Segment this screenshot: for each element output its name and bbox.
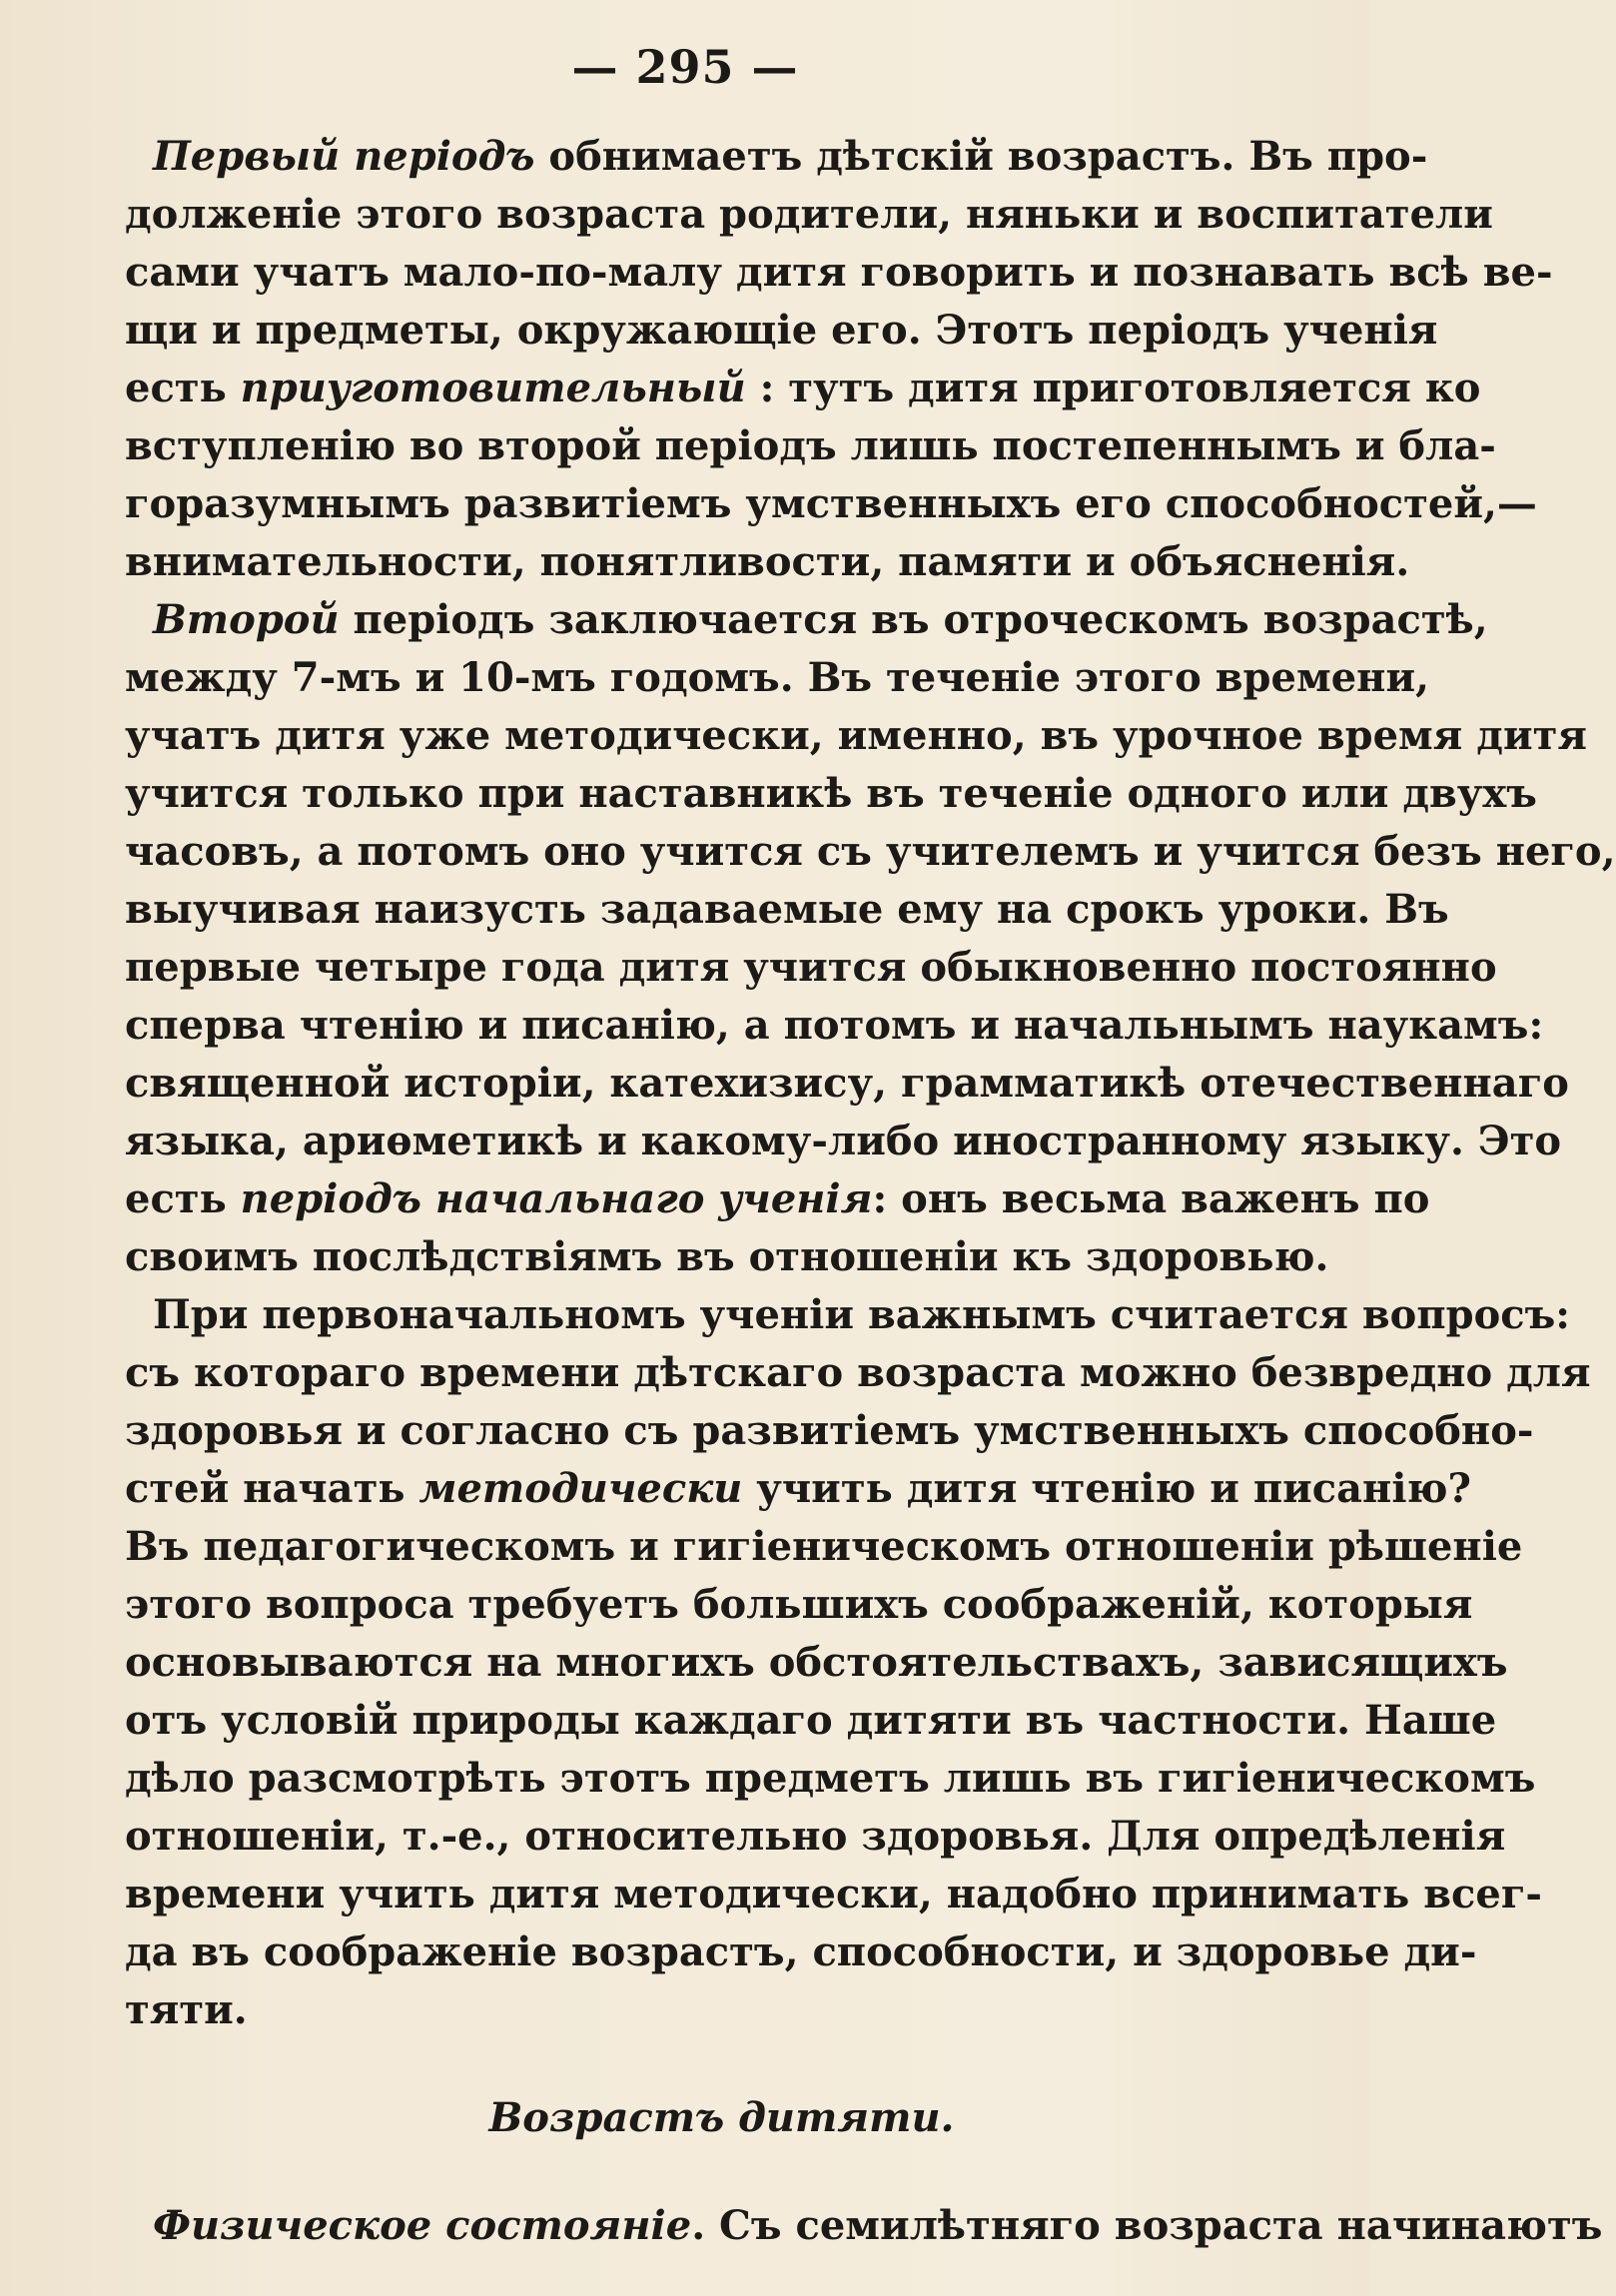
text-run: этого вопроса требуетъ большихъ соображеній, которыя <box>125 1581 1473 1628</box>
text-run: долженіе этого возраста родители, няньки и воспитатели <box>125 191 1493 238</box>
text-run: сперва чтенію и писанію, а потомъ и начальнымъ наукамъ: <box>125 1002 1544 1049</box>
text-run: вступленію во второй періодъ лишь постепеннымъ и бла- <box>125 422 1496 469</box>
text-line <box>125 1055 1569 1113</box>
text-run: обнимаетъ дѣтскій возрастъ. Въ про- <box>534 133 1428 180</box>
italic-phrase: Физическое состояніе <box>153 2202 692 2249</box>
text-line <box>125 1286 1571 1344</box>
text-run: первые четыре года дитя учится обыкновенно постоянно <box>125 944 1497 991</box>
body-text <box>125 128 1616 2255</box>
text-line <box>125 2197 1603 2255</box>
text-run: учится только при наставникѣ въ теченіе одного или двухъ <box>125 770 1537 817</box>
text-run: тяти. <box>125 1986 248 2033</box>
text-run: При первоначальномъ ученіи важнымъ считается вопросъ: <box>153 1291 1571 1338</box>
text-run: между 7-мъ и 10-мъ годомъ. Въ теченіе этого времени, <box>125 654 1430 701</box>
text-run: Въ педагогическомъ и гигіеническомъ отношеніи рѣшеніе <box>125 1523 1523 1570</box>
text-line <box>125 1923 1477 1981</box>
text-run: щи и предметы, окружающіе его. Этотъ періодъ ученія <box>125 307 1438 354</box>
text-line <box>125 1518 1523 1576</box>
text-line <box>125 1808 1506 1866</box>
page-number: — 295 — <box>571 40 799 94</box>
text-run: : онъ весьма важенъ по <box>872 1175 1430 1222</box>
text-run: времени учить дитя методически, надобно принимать всег- <box>125 1871 1542 1917</box>
text-run: періодъ заключается въ отроческомъ возрастѣ, <box>339 596 1488 643</box>
text-run: внимательности, понятливости, памяти и объясненія. <box>125 538 1410 585</box>
text-line <box>125 533 1410 591</box>
text-line <box>125 1170 1430 1228</box>
italic-phrase: приуготовительный <box>240 365 746 411</box>
text-run: учить дитя чтенію и писанію? <box>742 1465 1471 1512</box>
text-line <box>125 244 1553 302</box>
italic-phrase: Первый періодъ <box>153 133 535 180</box>
text-line <box>125 997 1544 1055</box>
text-run: съ котораго времени дѣтскаго возраста можно безвредно для <box>125 1349 1591 1396</box>
text-line <box>125 1228 1329 1286</box>
text-line <box>125 1750 1536 1808</box>
text-run: горазумнымъ развитіемъ умственныхъ его способностей,— <box>125 480 1537 527</box>
italic-phrase: Второй <box>153 596 340 643</box>
text-run: отъ условій природы каждаго дитяти въ частности. Наше <box>125 1697 1497 1744</box>
text-line <box>125 475 1537 533</box>
italic-phrase: методически <box>418 1465 743 1512</box>
text-run: да въ соображеніе возрастъ, способности, и здоровье ди- <box>125 1928 1477 1975</box>
text-run: языка, ариѳметикѣ и какому-либо иностранному языку. Это <box>125 1118 1562 1164</box>
text-run: есть <box>125 1175 241 1222</box>
text-run: выучивая наизусть задаваемые ему на срокъ уроки. Въ <box>125 886 1449 933</box>
text-line <box>125 823 1616 881</box>
text-line <box>125 1344 1591 1402</box>
text-run: : тутъ дитя приготовляется ко <box>745 365 1481 411</box>
text-line <box>125 1981 1318 2039</box>
text-line <box>125 128 1428 186</box>
text-line <box>125 881 1449 939</box>
text-line <box>125 302 1438 360</box>
text-line <box>125 939 1497 997</box>
text-run: учатъ дитя уже методически, именно, въ урочное время дитя <box>125 712 1587 759</box>
text-line <box>125 1576 1473 1634</box>
text-run: священной исторіи, катехизису, грамматикѣ отечественнаго <box>125 1060 1569 1107</box>
text-run: стей начать <box>125 1465 419 1512</box>
text-run: отношеніи, т.-е., относительно здоровья. Для опредѣленія <box>125 1813 1506 1860</box>
text-line <box>125 417 1496 475</box>
italic-phrase: періодъ начальнаго ученія <box>240 1175 873 1222</box>
text-run: здоровья и согласно съ развитіемъ умственныхъ способно- <box>125 1407 1534 1454</box>
text-run: есть <box>125 365 241 411</box>
text-line <box>125 707 1587 765</box>
text-line <box>125 1402 1534 1460</box>
text-run: сами учатъ мало-по-малу дитя говорить и познавать всѣ ве- <box>125 249 1553 296</box>
text-line <box>125 186 1493 244</box>
text-run: дѣло разсмотрѣть этотъ предметъ лишь въ гигіеническомъ <box>125 1755 1536 1802</box>
text-line <box>125 649 1430 707</box>
text-line <box>125 1634 1508 1692</box>
text-line <box>125 360 1481 417</box>
text-line <box>125 765 1537 823</box>
section-heading: Возрастъ дитяти. <box>488 2094 955 2141</box>
text-line <box>125 1113 1562 1170</box>
text-run: основываются на многихъ обстоятельствахъ, зависящихъ <box>125 1639 1508 1686</box>
text-run: . Съ семилѣтняго возраста начинаютъ <box>691 2202 1603 2249</box>
text-run: часовъ, а потомъ оно учится съ учителемъ и учится безъ него, <box>125 828 1616 875</box>
text-line <box>125 1692 1497 1750</box>
text-run: своимъ послѣдствіямъ въ отношеніи къ здоровью. <box>125 1233 1329 1280</box>
text-line <box>125 1460 1471 1518</box>
text-line <box>125 591 1488 649</box>
text-line <box>125 1866 1542 1923</box>
